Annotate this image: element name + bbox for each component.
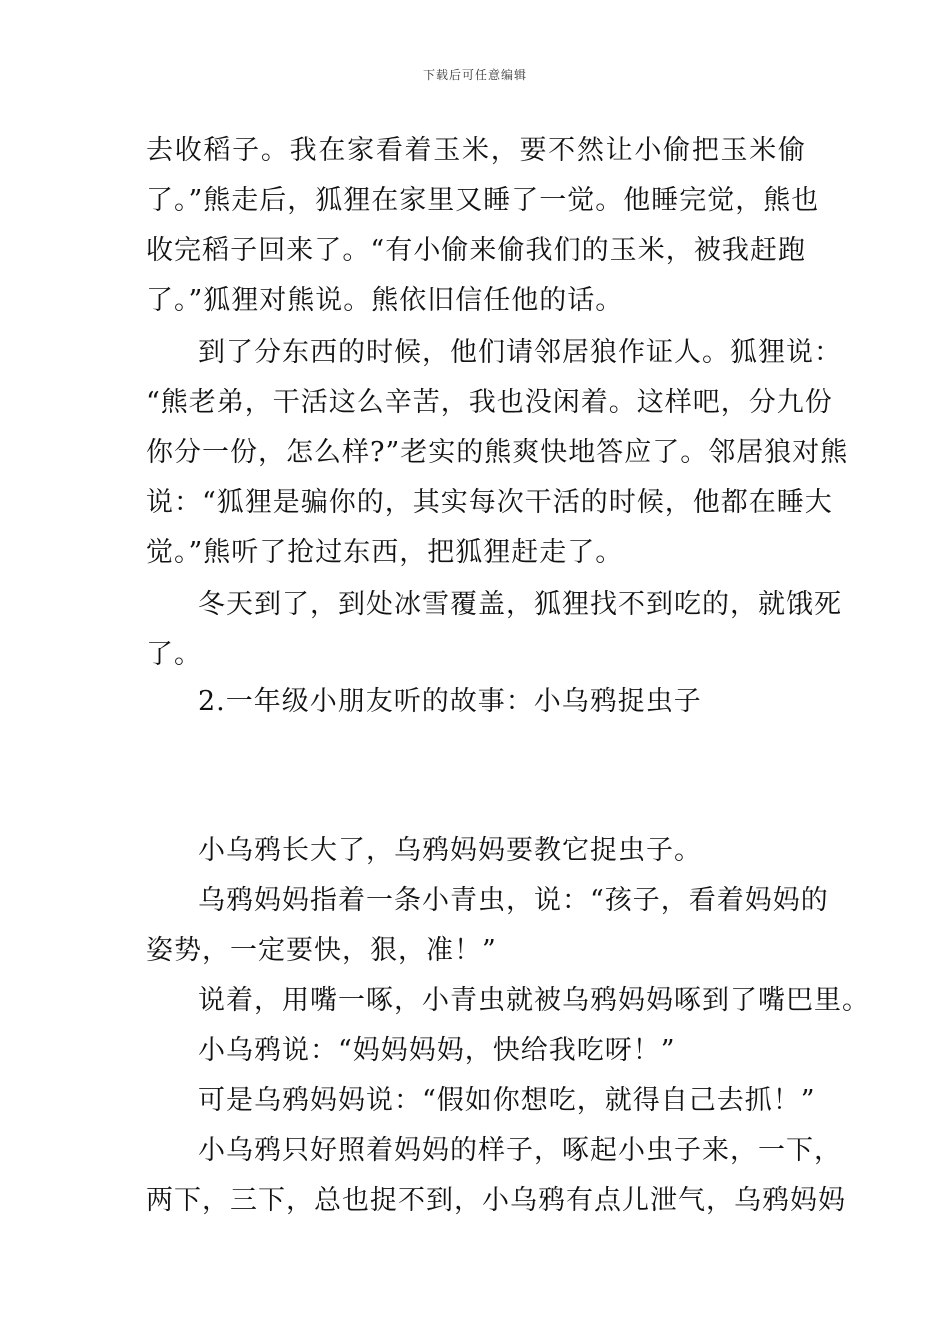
text-line: 说：“狐狸是骗你的，其实每次干活的时候，他都在睡大 <box>146 487 833 518</box>
text-line: 去收稻子。我在家看着玉米，要不然让小偷把玉米偷 <box>146 135 806 166</box>
text-line: 小乌鸦长大了，乌鸦妈妈要教它捉虫子。 <box>198 835 702 866</box>
text-line: 觉。”熊听了抢过东西，把狐狸赶走了。 <box>146 537 624 568</box>
text-line: 小乌鸦只好照着妈妈的样子，啄起小虫子来，一下， <box>198 1135 842 1166</box>
text-line: 冬天到了，到处冰雪覆盖，狐狸找不到吃的，就饿死 <box>198 589 842 620</box>
page-header: 下载后可任意编辑 <box>422 68 527 82</box>
text-line: 你分一份，怎么样?”老实的熊爽快地答应了。邻居狼对熊 <box>146 437 849 468</box>
text-line: 了。”狐狸对熊说。熊依旧信任他的话。 <box>146 285 624 316</box>
text-line: 收完稻子回来了。“有小偷来偷我们的玉米，被我赶跑 <box>146 235 806 266</box>
text-line: “熊老弟，干活这么辛苦，我也没闲着。这样吧，分九份 <box>146 387 833 418</box>
text-line: 两下，三下，总也捉不到，小乌鸦有点儿泄气，乌鸦妈妈 <box>146 1185 846 1216</box>
text-line: 了。 <box>146 639 202 670</box>
text-line: 了。”熊走后，狐狸在家里又睡了一觉。他睡完觉，熊也 <box>146 185 820 216</box>
text-line: 小乌鸦说：“妈妈妈妈，快给我吃呀！” <box>198 1035 676 1066</box>
text-line: 可是乌鸦妈妈说：“假如你想吃，就得自己去抓！” <box>198 1085 816 1116</box>
text-line: 乌鸦妈妈指着一条小青虫，说：“孩子，看着妈妈的 <box>198 885 829 916</box>
text-line: 姿势，一定要快，狠，准！” <box>146 935 497 966</box>
text-line: 到了分东西的时候，他们请邻居狼作证人。狐狸说： <box>198 337 842 368</box>
section-heading: 2.一年级小朋友听的故事：小乌鸦捉虫子 <box>198 686 702 717</box>
text-line: 说着，用嘴一啄，小青虫就被乌鸦妈妈啄到了嘴巴里。 <box>198 985 870 1016</box>
